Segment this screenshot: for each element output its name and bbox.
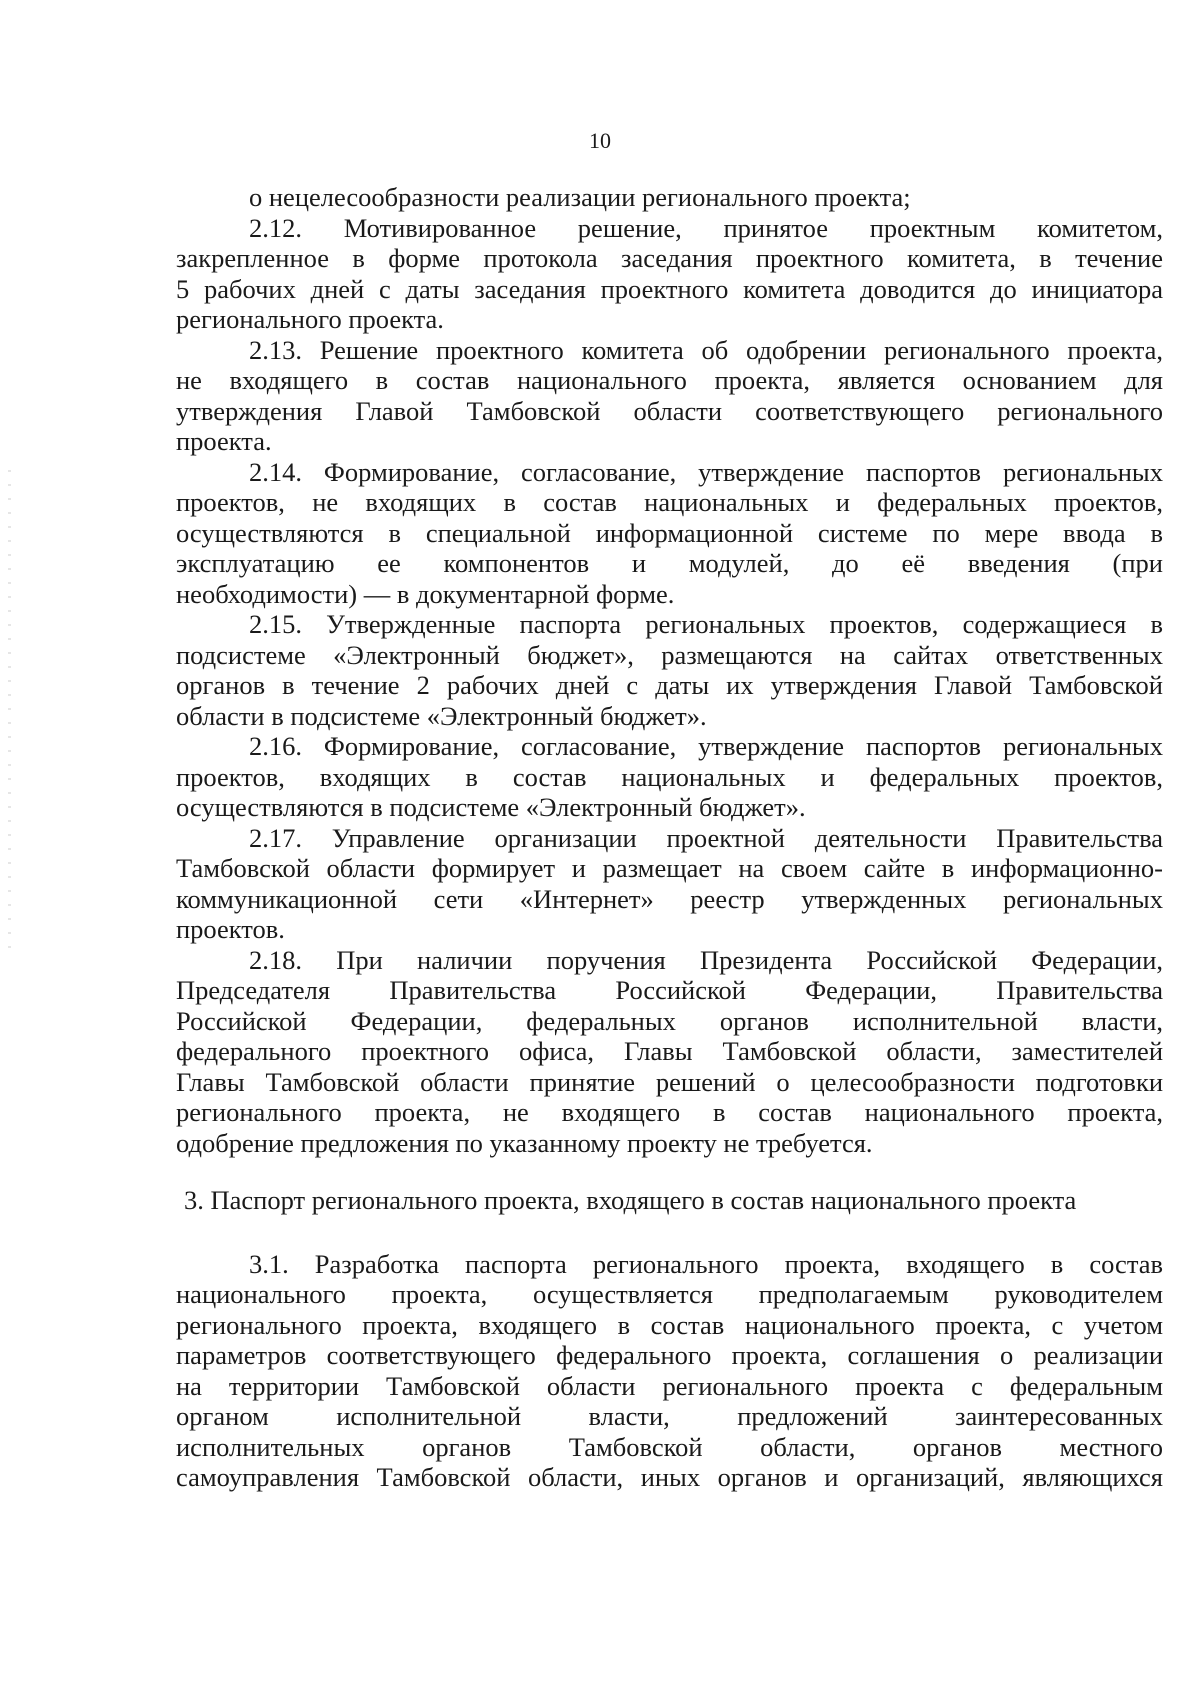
text-line: органов в течение 2 рабочих дней с даты их утверждения Главой Тамбовской [176,670,1163,700]
text-line: утверждения Главой Тамбовской области соответствующего регионального [176,395,1163,426]
text-line: регионального проекта. [176,304,444,334]
text-line: 5 рабочих дней с даты заседания проектного комитета доводится до инициатора [176,273,1163,304]
text-line: проектов, входящих в состав национальных и федеральных проектов, [176,761,1163,792]
text-line: параметров соответствующего федерального проекта, соглашения о реализации [176,1340,1163,1370]
text-line: коммуникационной сети «Интернет» реестр утвержденных региональных [176,883,1163,914]
paragraph-2-16-line: 2.16. Формирование, согласование, утверждение паспортов региональных [249,731,1163,761]
paragraph-2-12-line: 2.12. Мотивированное решение, принятое проектным комитетом, [249,212,1163,243]
text-line: федерального проектного офиса, Главы Тамбовской области, заместителей [176,1036,1163,1066]
text-line: на территории Тамбовской области регионального проекта с федеральным [176,1370,1163,1401]
text-line: одобрение предложения по указанному проекту не требуется. [176,1127,873,1158]
text-line: закрепленное в форме протокола заседания проектного комитета, в течение [176,243,1163,273]
text-line: о нецелесообразности реализации регионального проекта; [249,182,911,212]
text-line: национального проекта, осуществляется предполагаемым руководителем [176,1279,1163,1309]
text-line: Председателя Правительства Российской Федерации, Правительства [176,975,1163,1005]
text-line: Главы Тамбовской области принятие решений о целесообразности подготовки [176,1066,1163,1097]
text-line: самоуправления Тамбовской области, иных органов и организаций, являющихся [176,1462,1163,1492]
paragraph-2-18-line: 2.18. При наличии поручения Президента Российской Федерации, [249,944,1163,975]
text-line: подсистеме «Электронный бюджет», размещаются на сайтах ответственных [176,639,1163,670]
text-line: осуществляются в специальной информационной системе по мере ввода в [176,517,1163,548]
paragraph-2-17-line: 2.17. Управление организации проектной деятельности Правительства [249,822,1163,853]
text-line: регионального проекта, не входящего в состав национального проекта, [176,1097,1163,1127]
document-body [176,182,1163,1493]
page-number: 10 [589,128,611,153]
text-line: Российской Федерации, федеральных органов исполнительной власти, [176,1005,1163,1036]
paragraph-2-15-line: 2.15. Утвержденные паспорта региональных проектов, содержащиеся в [249,609,1163,639]
text-line: Тамбовской области формирует и размещает на своем сайте в информационно- [176,853,1163,883]
scan-margin-marks [8,470,11,950]
text-line: проекта. [176,426,272,456]
section-heading: 3. Паспорт регионального проекта, входящего в состав национального проекта [184,1185,1077,1215]
text-line: проектов. [176,914,285,944]
paragraph-3-1-line: 3.1. Разработка паспорта регионального проекта, входящего в состав [249,1248,1163,1279]
text-line: области в подсистеме «Электронный бюджет». [176,700,707,731]
text-line: проектов, не входящих в состав национальных и федеральных проектов, [176,487,1163,517]
text-line: органом исполнительной власти, предложений заинтересованных [176,1401,1163,1431]
text-line: необходимости) — в документарной форме. [176,578,675,609]
text-line: эксплуатацию ее компонентов и модулей, до её введения (при [176,548,1163,578]
paragraph-2-14-line: 2.14. Формирование, согласование, утверждение паспортов региональных [249,456,1163,487]
text-line: исполнительных органов Тамбовской области, органов местного [176,1431,1163,1462]
text-line: осуществляются в подсистеме «Электронный бюджет». [176,792,806,822]
paragraph-2-13-line: 2.13. Решение проектного комитета об одобрении регионального проекта, [249,334,1163,365]
text-line: регионального проекта, входящего в состав национального проекта, с учетом [176,1309,1163,1340]
text-line: не входящего в состав национального проекта, является основанием для [176,365,1163,395]
